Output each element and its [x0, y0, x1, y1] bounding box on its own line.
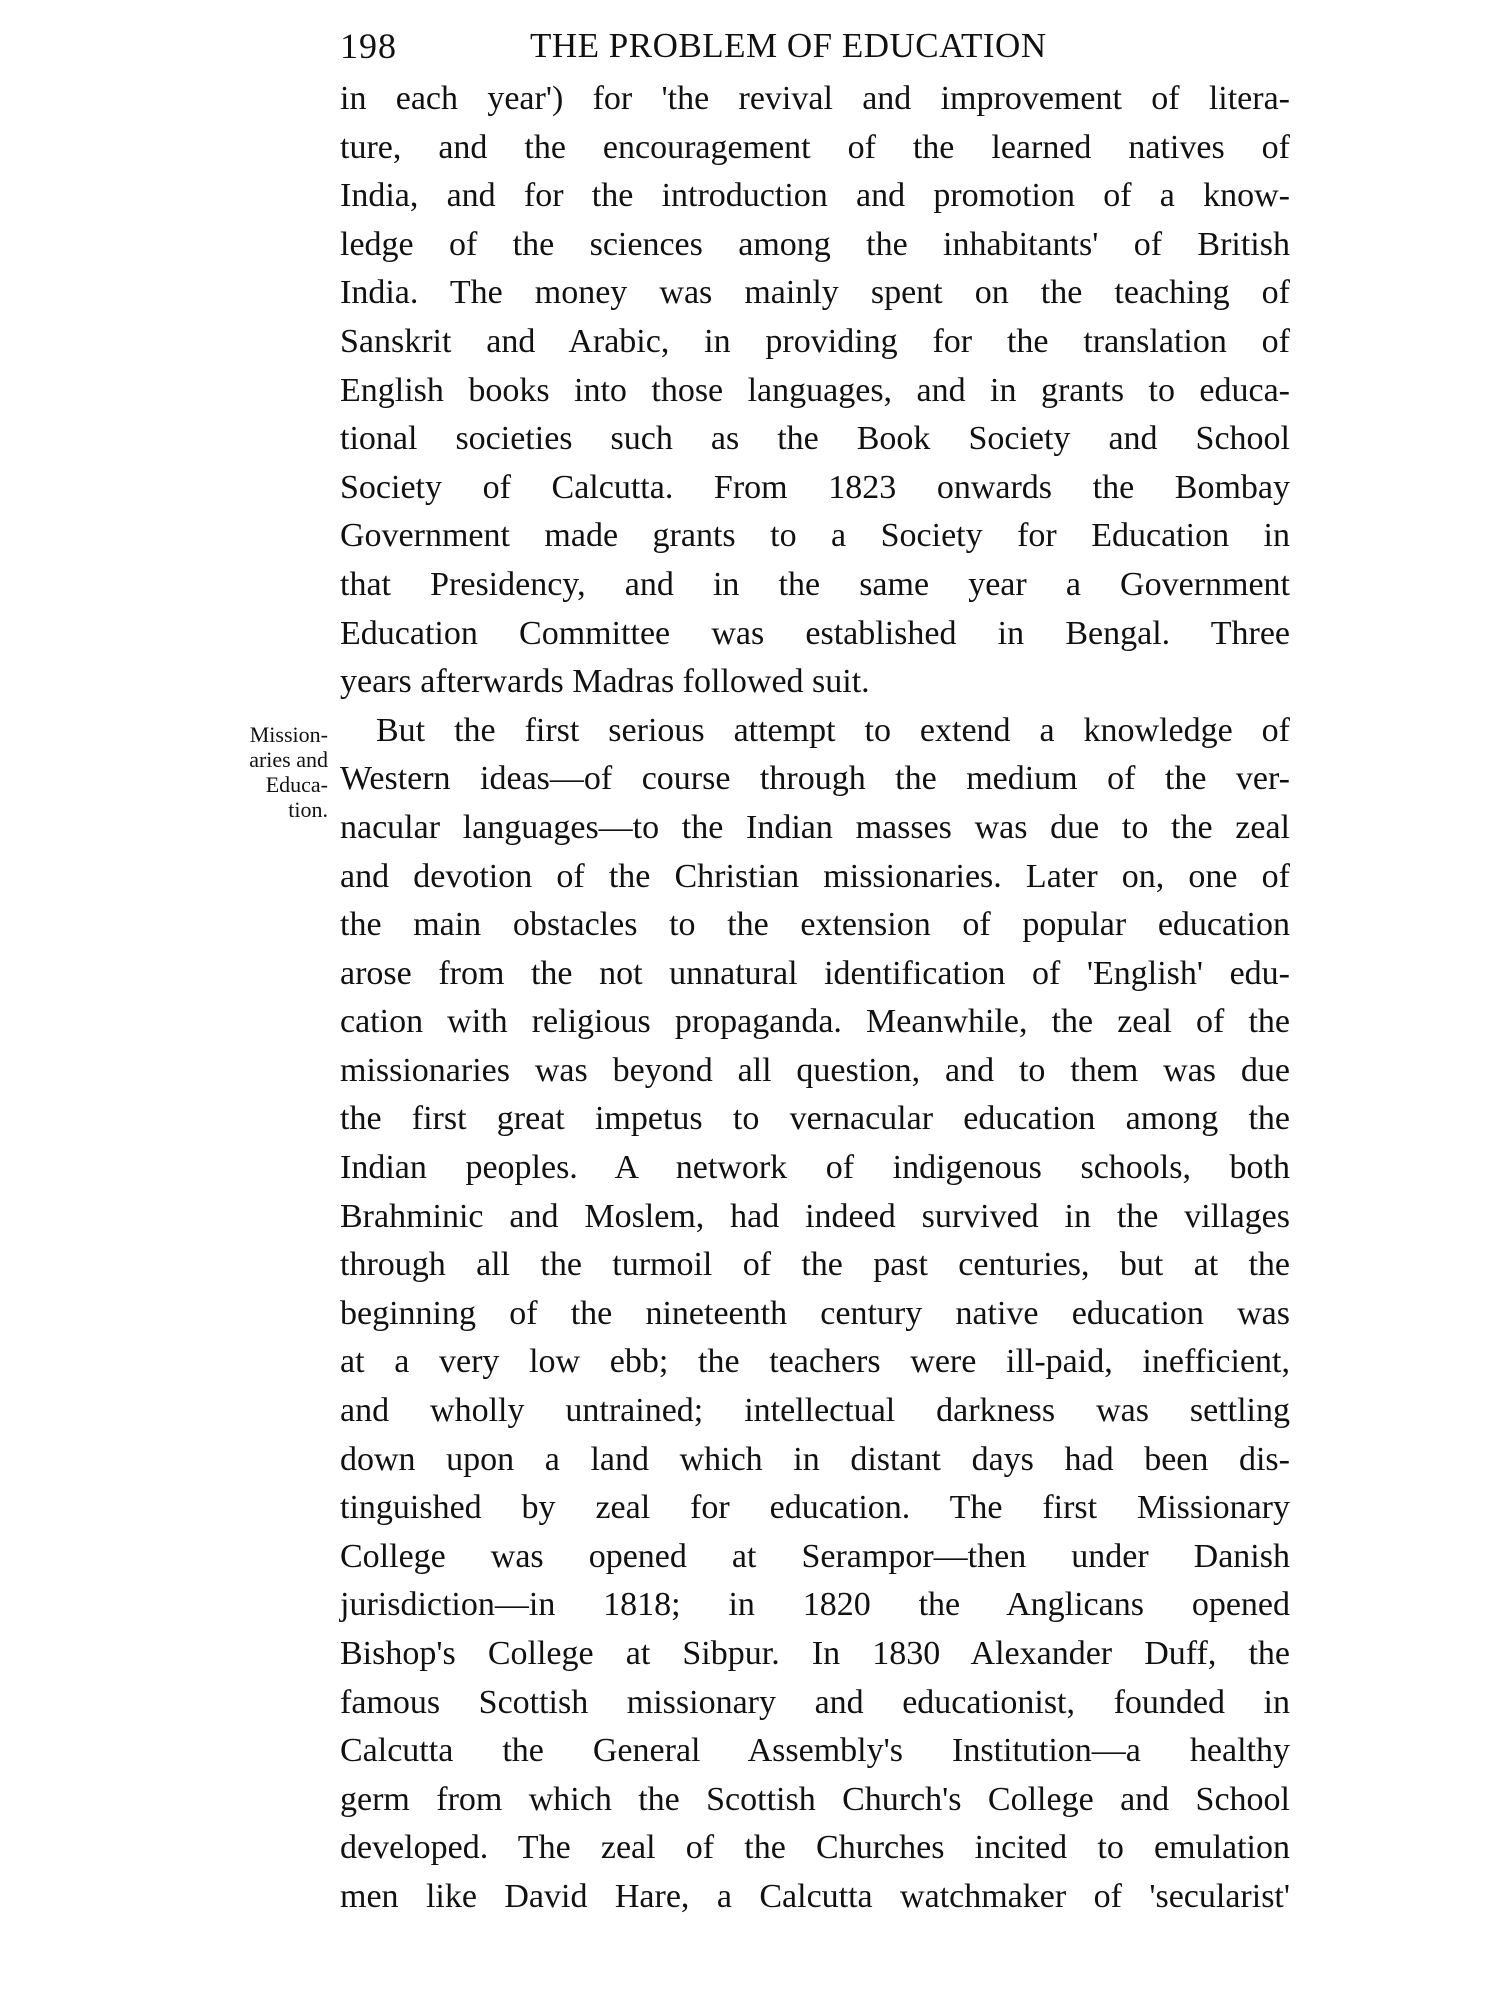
- text-line: Sanskrit and Arabic, in providing for the translation of: [340, 322, 1290, 360]
- text-line: and devotion of the Christian missionaries. Later on, one of: [340, 857, 1290, 895]
- paragraph-last-line: years afterwards Madras followed suit.: [340, 663, 870, 701]
- text-line: Calcutta the General Assembly's Institution—a healthy: [340, 1732, 1290, 1770]
- text-line: developed. The zeal of the Churches incited to emulation: [340, 1829, 1290, 1867]
- paragraph-first-line: But the first serious attempt to extend a knowledge of: [376, 711, 1290, 749]
- text-line: English books into those languages, and in grants to educa-: [340, 371, 1290, 409]
- margin-note-line: Mission-: [249, 722, 328, 747]
- text-line: nacular languages—to the Indian masses was due to the zeal: [340, 808, 1290, 846]
- text-line: germ from which the Scottish Church's College and School: [340, 1780, 1290, 1818]
- text-line: Government made grants to a Society for Education in: [340, 517, 1290, 555]
- text-line: jurisdiction—in 1818; in 1820 the Anglicans opened: [340, 1586, 1290, 1624]
- text-line: beginning of the nineteenth century native education was: [340, 1294, 1290, 1332]
- text-line: men like David Hare, a Calcutta watchmaker of 'secularist': [340, 1877, 1290, 1915]
- text-line: Brahminic and Moslem, had indeed survived in the villages: [340, 1197, 1290, 1235]
- margin-note-line: tion.: [288, 797, 328, 822]
- text-line: at a very low ebb; the teachers were ill-paid, inefficient,: [340, 1343, 1290, 1381]
- body-text: [340, 75, 1290, 1922]
- text-line: in each year') for 'the revival and improvement of litera-: [340, 80, 1290, 117]
- text-line: and wholly untrained; intellectual darkness was settling: [340, 1392, 1290, 1430]
- page-header: [340, 18, 1290, 74]
- text-line: tional societies such as the Book Society and School: [340, 420, 1290, 458]
- margin-note: [200, 722, 328, 822]
- text-line: India, and for the introduction and promotion of a know-: [340, 177, 1290, 215]
- running-title: THE PROBLEM OF EDUCATION: [530, 26, 1047, 65]
- page-number: 198: [340, 26, 397, 66]
- text-line: missionaries was beyond all question, and to them was due: [340, 1051, 1290, 1089]
- text-line: India. The money was mainly spent on the teaching of: [340, 274, 1290, 312]
- text-line: Society of Calcutta. From 1823 onwards the Bombay: [340, 468, 1290, 506]
- text-line: Bishop's College at Sibpur. In 1830 Alexander Duff, the: [340, 1635, 1290, 1672]
- text-line: Indian peoples. A network of indigenous schools, both: [340, 1149, 1290, 1187]
- text-line: that Presidency, and in the same year a Government: [340, 565, 1290, 603]
- margin-note-line: Educa-: [265, 772, 328, 797]
- text-line: tinguished by zeal for education. The first Missionary: [340, 1489, 1290, 1527]
- text-line: ture, and the encouragement of the learned natives of: [340, 128, 1290, 166]
- margin-note-line: aries and: [249, 747, 328, 772]
- text-line: the main obstacles to the extension of popular education: [340, 906, 1290, 944]
- text-line: famous Scottish missionary and educationist, founded in: [340, 1683, 1290, 1721]
- text-line: through all the turmoil of the past centuries, but at the: [340, 1246, 1290, 1284]
- text-line: Western ideas—of course through the medium of the ver-: [340, 760, 1290, 798]
- text-line: down upon a land which in distant days had been dis-: [340, 1440, 1290, 1478]
- text-line: College was opened at Serampor—then under Danish: [340, 1537, 1290, 1575]
- text-line: ledge of the sciences among the inhabitants' of British: [340, 225, 1290, 263]
- text-line: the first great impetus to vernacular education among the: [340, 1100, 1290, 1138]
- text-line: arose from the not unnatural identification of 'English' edu-: [340, 954, 1290, 992]
- text-line: cation with religious propaganda. Meanwhile, the zeal of the: [340, 1003, 1290, 1041]
- text-line: Education Committee was established in Bengal. Three: [340, 614, 1290, 652]
